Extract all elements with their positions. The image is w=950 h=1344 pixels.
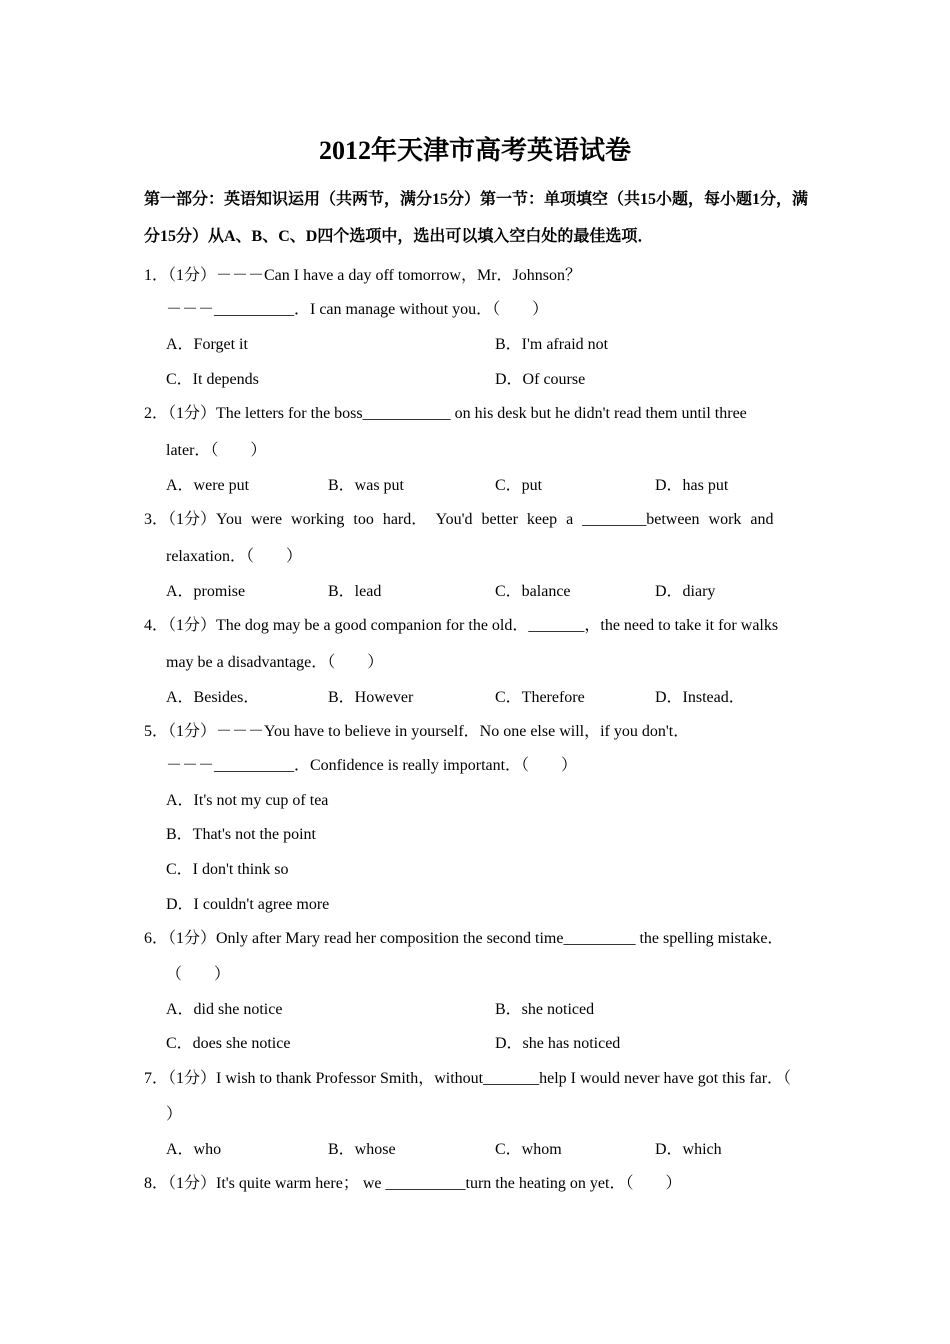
question-6-option-d: D．she has noticed (495, 1035, 621, 1052)
question-4-option-c: C．Therefore (495, 689, 585, 706)
question-4-option-a: A．Besides． (166, 689, 260, 706)
question-7-option-c: C．whom (495, 1141, 562, 1158)
page-title: 2012年天津市高考英语试卷 (318, 136, 631, 165)
question-3-option-b: B．lead (328, 583, 382, 600)
question-7-option-d: D．which (655, 1141, 722, 1158)
question-1-option-c: C．It depends (166, 371, 259, 388)
question-3-option-a: A．promise (166, 583, 246, 600)
question-4-line-1: 4．（1分）The dog may be a good companion for the old．_______，the need to take it for walks (144, 617, 779, 634)
question-8-line-1: 8．（1分）It's quite warm here； we __________turn the heating on yet．（ ） (144, 1175, 682, 1192)
question-2-option-d: D．has put (655, 477, 729, 494)
question-7-line-1: 7．（1分）I wish to thank Professor Smith，without_______help I would never have got this far．（ (144, 1070, 792, 1087)
question-6-option-a: A．did she notice (166, 1001, 283, 1018)
question-3-option-d: D．diary (655, 583, 716, 600)
question-7-option-a: A．who (166, 1141, 222, 1158)
question-5-option-c: C．I don't think so (166, 861, 289, 878)
question-3-line-2: relaxation．（ ） (166, 548, 302, 565)
section-instructions: 第一部分：英语知识运用（共两节，满分15分）第一节：单项填空（共15小题，每小题1分，满分15分）从A、B、C、D四个选项中，选出可以填入空白处的最佳选项． (144, 191, 809, 245)
question-1-line-2: －－－__________．I can manage without you．（ ） (166, 301, 549, 318)
question-1-option-d: D．Of course (495, 371, 586, 388)
question-2-option-a: A．were put (166, 477, 250, 494)
question-2-line-2: later．（ ） (166, 442, 267, 459)
question-4-option-d: D．Instead． (655, 689, 745, 706)
question-1-option-a: A．Forget it (166, 336, 248, 353)
question-1-option-b: B．I'm afraid not (495, 336, 609, 353)
question-5-option-b: B．That's not the point (166, 826, 316, 843)
question-7-option-b: B．whose (328, 1141, 396, 1158)
question-5-option-a: A．It's not my cup of tea (166, 792, 329, 809)
question-5-line-2: －－－__________．Confidence is really important．（ ） (166, 757, 578, 774)
question-6-line-1: 6．（1分）Only after Mary read her composition the second time_________ the spelling mistake． (144, 930, 784, 947)
question-7-line-2: ） (166, 1106, 183, 1123)
question-2-option-c: C．put (495, 477, 543, 494)
question-5-line-1: 5．（1分）－－－You have to believe in yourself．No one else will，if you don't． (144, 723, 690, 740)
question-5-option-d: D．I couldn't agree more (166, 896, 330, 913)
question-3-line-1: 3．（1分）You were working too hard． You'd better keep a ________between work and (144, 511, 774, 528)
question-2-option-b: B．was put (328, 477, 405, 494)
question-4-option-b: B．However (328, 689, 414, 706)
question-2-line-1: 2．（1分）The letters for the boss___________ on his desk but he didn't read them until three (144, 405, 747, 422)
question-6-option-c: C．does she notice (166, 1035, 291, 1052)
question-4-line-2: may be a disadvantage．（ ） (166, 654, 384, 671)
question-6-option-b: B．she noticed (495, 1001, 595, 1018)
question-6-line-2: （ ） (166, 966, 231, 983)
question-3-option-c: C．balance (495, 583, 571, 600)
question-1-line-1: 1．（1分）－－－Can I have a day off tomorrow，Mr．Johnson？ (144, 267, 581, 284)
